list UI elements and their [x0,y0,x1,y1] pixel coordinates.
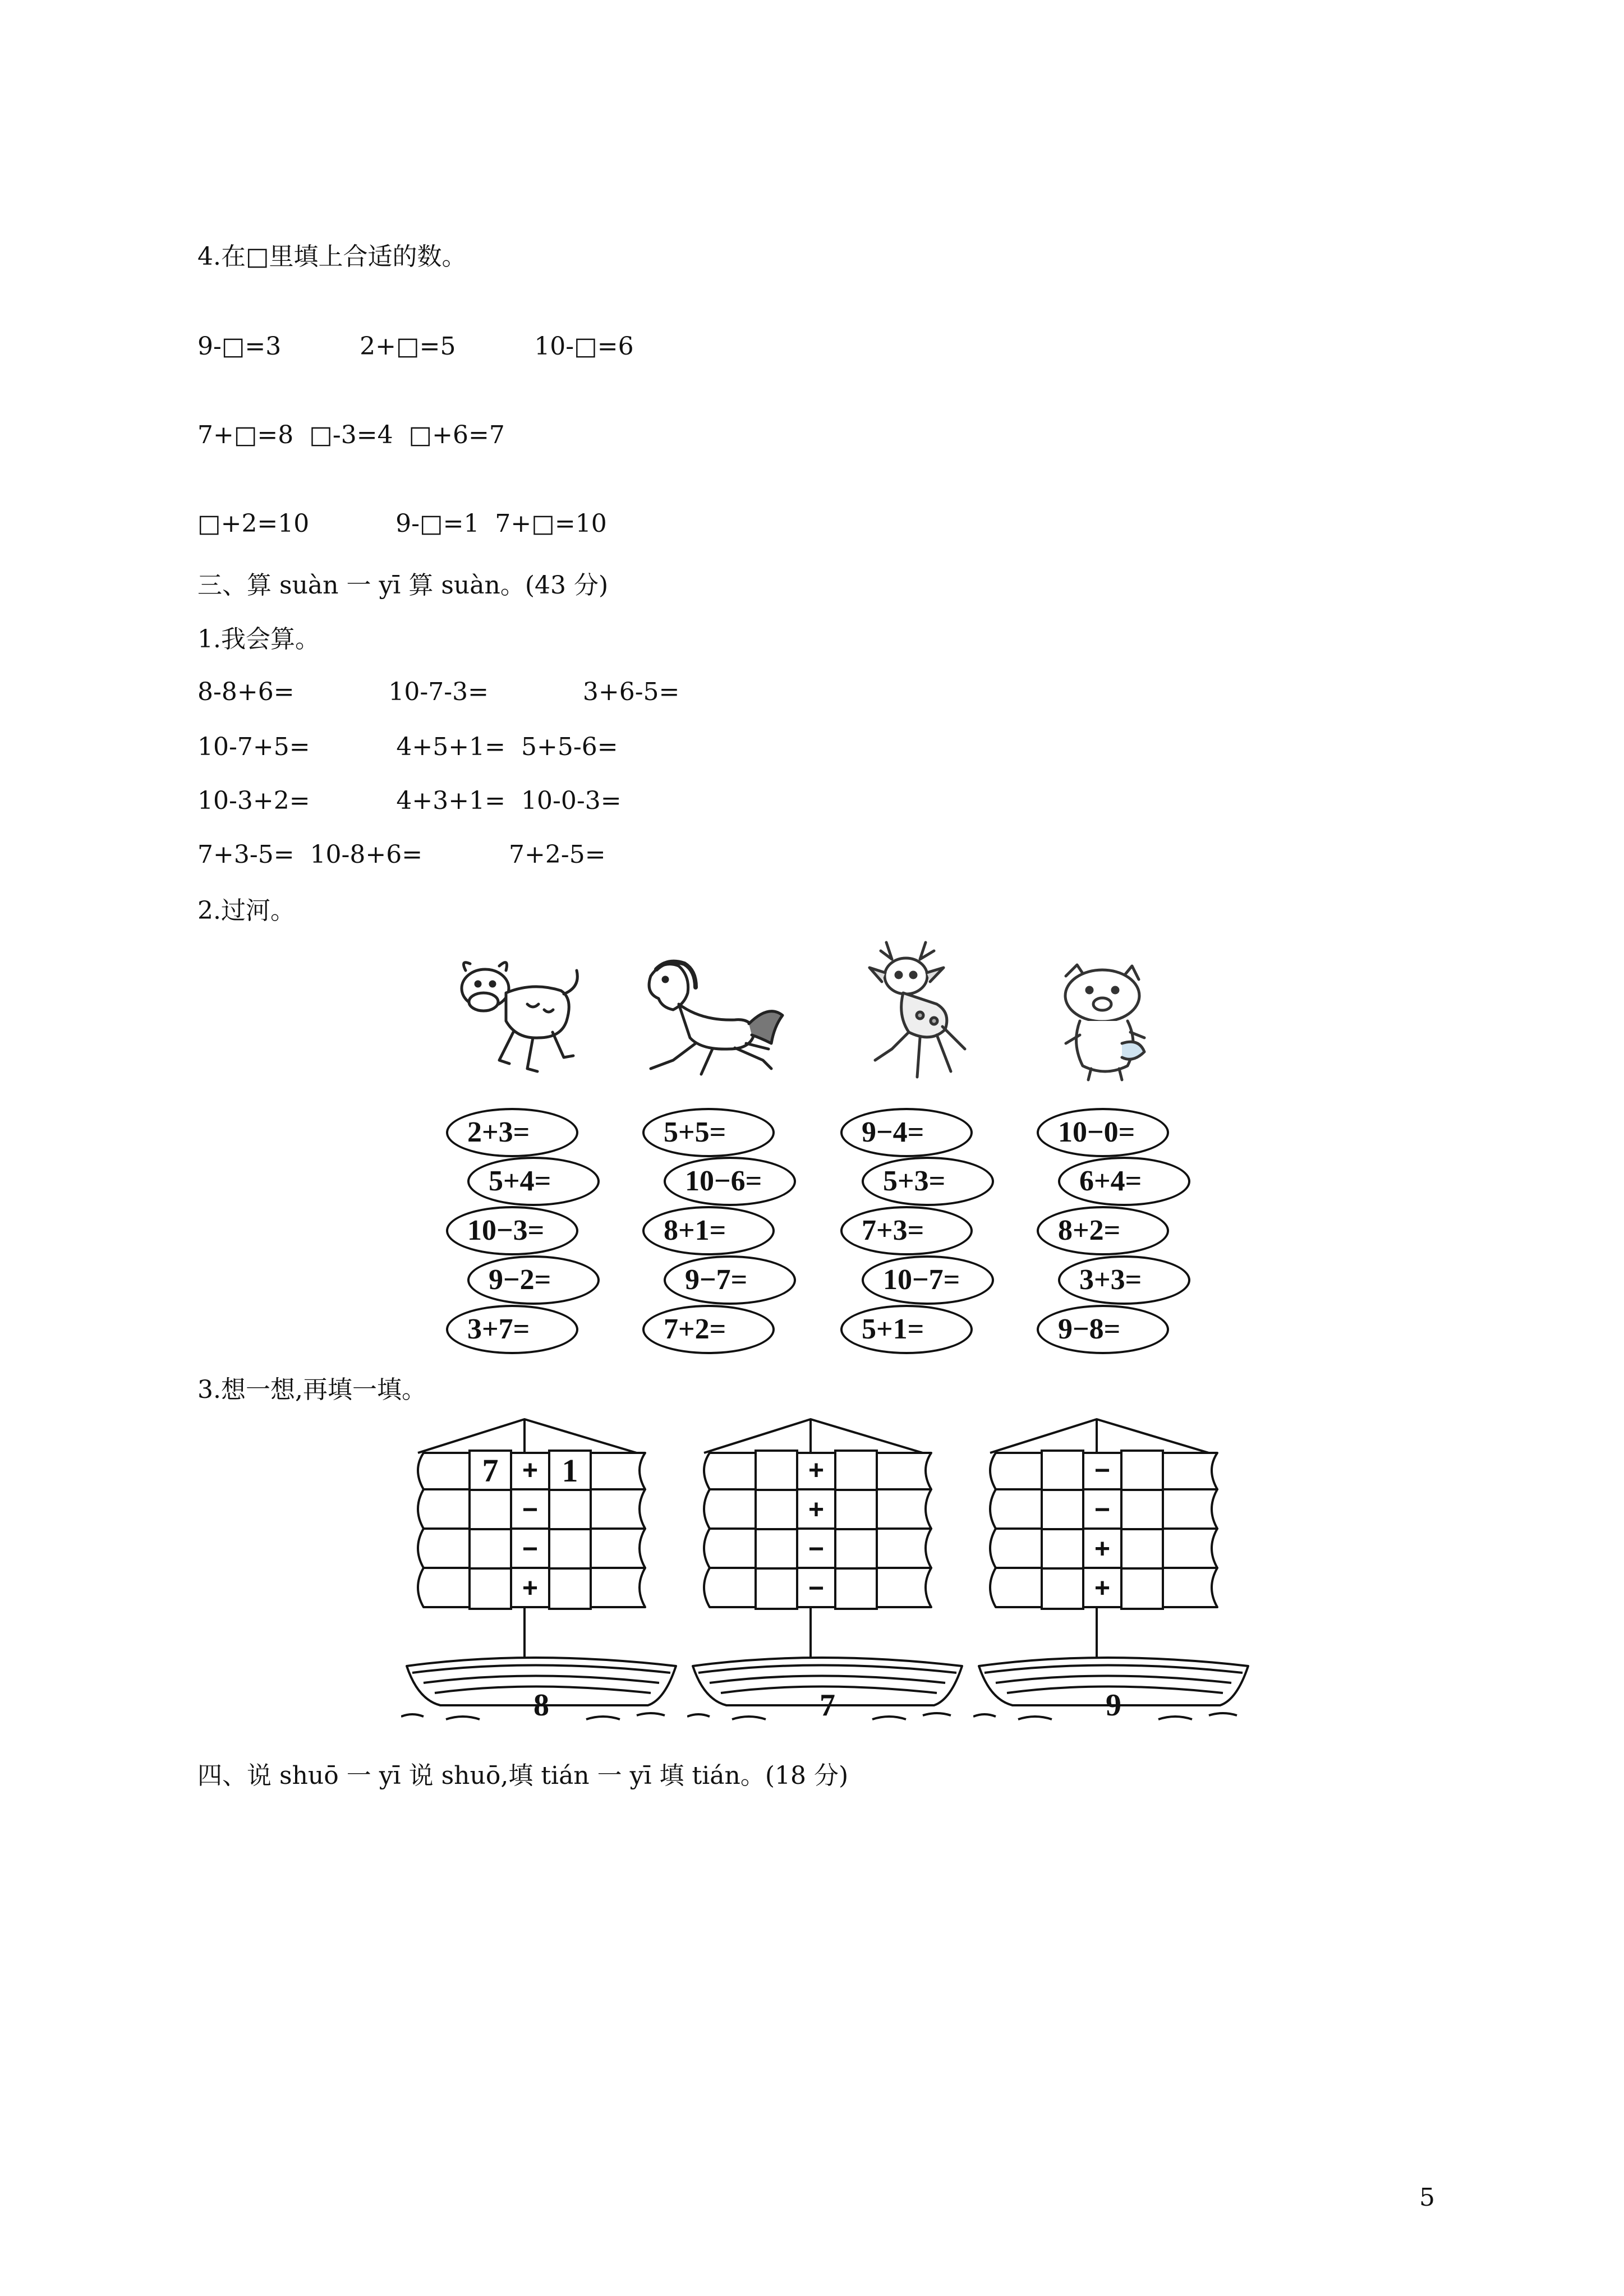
q1-row-2: 10-7+5= 4+5+1= 5+5-6= [197,733,618,761]
operator-symbol: + [808,1456,825,1485]
deer-icon [853,937,976,1088]
answer-box[interactable] [834,1489,878,1531]
operator-symbol: − [1094,1456,1111,1485]
operator-symbol: + [808,1495,825,1525]
answer-box[interactable] [1120,1567,1164,1610]
oval-expression: 8+1= [642,1206,775,1255]
page-number: 5 [1419,2183,1435,2212]
answer-box[interactable] [1041,1528,1084,1571]
answer-box[interactable] [1041,1489,1084,1531]
q1-row-1: 8-8+6= 10-7-3= 3+6-5= [197,678,680,706]
answer-box[interactable] [468,1528,512,1571]
oval-expression: 9−8= [1037,1305,1169,1354]
oval-expression: 10−3= [446,1206,578,1255]
part4-heading: 四、说 shuō 一 yī 说 shuō,填 tián 一 yī 填 tián。(18 分) [197,1761,849,1790]
q3-title: 3.想一想,再填一填。 [197,1375,426,1404]
oval-expression: 2+3= [446,1108,578,1157]
operator-symbol: + [522,1456,539,1485]
operator-symbol: − [522,1495,539,1525]
q4-title: 4.在□里填上合适的数。 [197,242,467,271]
answer-box[interactable] [834,1528,878,1571]
answer-box[interactable] [548,1567,592,1610]
oval-expression: 10−6= [664,1157,796,1206]
answer-box[interactable] [468,1489,512,1531]
oval-expression: 8+2= [1037,1206,1169,1255]
answer-box[interactable] [1041,1567,1084,1610]
answer-box[interactable] [468,1567,512,1610]
horse-icon [634,954,791,1088]
oval-expression: 5+5= [642,1108,775,1157]
oval-expression: 9−4= [840,1108,973,1157]
answer-box[interactable] [1120,1450,1164,1492]
operator-symbol: + [522,1573,539,1603]
oval-expression: 5+3= [862,1157,994,1206]
q4-row-3: □+2=10 9-□=1 7+□=10 [197,509,607,538]
answer-box[interactable] [1120,1489,1164,1531]
boat-total: 8 [533,1688,549,1723]
answer-box[interactable] [548,1489,592,1531]
operator-symbol: − [1094,1495,1111,1525]
q1-row-3: 10-3+2= 4+3+1= 10-0-3= [197,786,622,815]
operator-symbol: − [808,1573,825,1603]
answer-box[interactable]: 1 [548,1450,592,1492]
oval-expression: 5+1= [840,1305,973,1354]
answer-box[interactable] [755,1450,798,1492]
answer-box[interactable] [755,1567,798,1610]
oval-expression: 9−7= [664,1255,796,1305]
q4-row-1: 9-□=3 2+□=5 10-□=6 [197,332,634,361]
answer-box[interactable] [548,1528,592,1571]
answer-box[interactable]: 7 [468,1450,512,1492]
oval-expression: 7+3= [840,1206,973,1255]
answer-box[interactable] [834,1450,878,1492]
oval-expression: 3+3= [1058,1255,1190,1305]
oval-expression: 5+4= [467,1157,600,1206]
part3-heading: 三、算 suàn 一 yī 算 suàn。(43 分) [197,571,609,600]
oval-expression: 10−0= [1037,1108,1169,1157]
q1-title: 1.我会算。 [197,625,320,654]
boat-total: 9 [1106,1688,1121,1723]
answer-box[interactable] [1120,1528,1164,1571]
operator-symbol: − [522,1534,539,1564]
pig-icon [1049,959,1172,1083]
oval-expression: 9−2= [467,1255,600,1305]
operator-symbol: − [808,1534,825,1564]
boat [687,1414,968,1728]
boat-total: 7 [820,1688,835,1723]
answer-box[interactable] [1041,1450,1084,1492]
cow-icon [443,954,589,1083]
oval-expression: 7+2= [642,1305,775,1354]
oval-expression: 3+7= [446,1305,578,1354]
boat [401,1414,682,1728]
q4-row-2: 7+□=8 □-3=4 □+6=7 [197,421,505,449]
operator-symbol: + [1094,1534,1111,1564]
q2-title: 2.过河。 [197,896,295,925]
boat [973,1414,1254,1728]
answer-box[interactable] [834,1567,878,1610]
operator-symbol: + [1094,1573,1111,1603]
answer-box[interactable] [755,1528,798,1571]
oval-expression: 6+4= [1058,1157,1190,1206]
oval-expression: 10−7= [862,1255,994,1305]
answer-box[interactable] [755,1489,798,1531]
q1-row-4: 7+3-5= 10-8+6= 7+2-5= [197,840,606,869]
